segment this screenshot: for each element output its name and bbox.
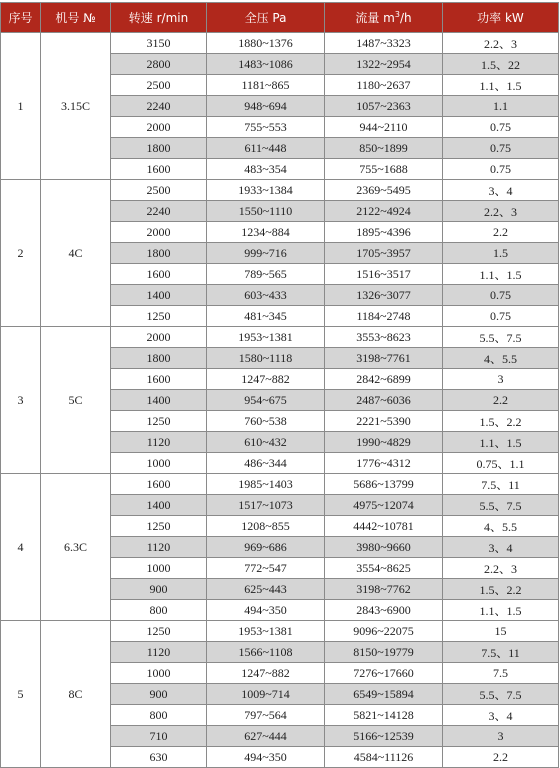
speed-cell: 900 bbox=[111, 684, 207, 705]
flow-cell: 2487~6036 bbox=[325, 390, 443, 411]
pressure-cell: 755~553 bbox=[207, 117, 325, 138]
table-header bbox=[1, 3, 559, 33]
flow-cell: 755~1688 bbox=[325, 159, 443, 180]
flow-cell: 5821~14128 bbox=[325, 705, 443, 726]
pressure-cell: 603~433 bbox=[207, 285, 325, 306]
speed-cell: 900 bbox=[111, 579, 207, 600]
speed-cell: 1250 bbox=[111, 411, 207, 432]
speed-cell: 1250 bbox=[111, 516, 207, 537]
flow-cell: 6549~15894 bbox=[325, 684, 443, 705]
pressure-cell: 1517~1073 bbox=[207, 495, 325, 516]
pressure-cell: 1985~1403 bbox=[207, 474, 325, 495]
pressure-cell: 1009~714 bbox=[207, 684, 325, 705]
flow-cell: 2842~6899 bbox=[325, 369, 443, 390]
pressure-cell: 797~564 bbox=[207, 705, 325, 726]
header-row bbox=[1, 3, 559, 33]
pressure-cell: 760~538 bbox=[207, 411, 325, 432]
power-cell: 0.75 bbox=[443, 285, 559, 306]
flow-cell: 9096~22075 bbox=[325, 621, 443, 642]
power-cell: 1.1、1.5 bbox=[443, 600, 559, 621]
power-cell: 1.1、1.5 bbox=[443, 75, 559, 96]
speed-cell: 1250 bbox=[111, 306, 207, 327]
power-cell: 1.5、22 bbox=[443, 54, 559, 75]
flow-cell: 3198~7762 bbox=[325, 579, 443, 600]
speed-cell: 1800 bbox=[111, 138, 207, 159]
power-cell: 2.2、3 bbox=[443, 33, 559, 54]
pressure-cell: 1234~884 bbox=[207, 222, 325, 243]
speed-cell: 1600 bbox=[111, 159, 207, 180]
pressure-cell: 789~565 bbox=[207, 264, 325, 285]
seq-cell: 5 bbox=[1, 621, 41, 768]
power-cell: 3、4 bbox=[443, 537, 559, 558]
speed-cell: 2240 bbox=[111, 201, 207, 222]
pressure-cell: 1181~865 bbox=[207, 75, 325, 96]
power-cell: 1.1 bbox=[443, 96, 559, 117]
speed-cell: 1120 bbox=[111, 642, 207, 663]
pressure-cell: 481~345 bbox=[207, 306, 325, 327]
speed-cell: 800 bbox=[111, 705, 207, 726]
model-cell: 8C bbox=[41, 621, 111, 768]
flow-cell: 3553~8623 bbox=[325, 327, 443, 348]
pressure-cell: 1483~1086 bbox=[207, 54, 325, 75]
pressure-cell: 969~686 bbox=[207, 537, 325, 558]
pressure-cell: 611~448 bbox=[207, 138, 325, 159]
pressure-cell: 1247~882 bbox=[207, 663, 325, 684]
header-speed: 转速 r/min bbox=[111, 3, 207, 33]
flow-cell: 944~2110 bbox=[325, 117, 443, 138]
flow-cell: 7276~17660 bbox=[325, 663, 443, 684]
model-cell: 5C bbox=[41, 327, 111, 474]
speed-cell: 1800 bbox=[111, 348, 207, 369]
header-flow-suffix: /h bbox=[399, 11, 412, 25]
model-cell: 4C bbox=[41, 180, 111, 327]
flow-cell: 4975~12074 bbox=[325, 495, 443, 516]
speed-cell: 2500 bbox=[111, 75, 207, 96]
power-cell: 1.1、1.5 bbox=[443, 432, 559, 453]
flow-cell: 3980~9660 bbox=[325, 537, 443, 558]
seq-cell: 1 bbox=[1, 33, 41, 180]
speed-cell: 1000 bbox=[111, 453, 207, 474]
power-cell: 5.5、7.5 bbox=[443, 327, 559, 348]
power-cell: 0.75 bbox=[443, 138, 559, 159]
header-seq: 序号 bbox=[1, 3, 41, 33]
power-cell: 0.75 bbox=[443, 159, 559, 180]
speed-cell: 630 bbox=[111, 747, 207, 768]
seq-cell: 3 bbox=[1, 327, 41, 474]
header-flow-prefix: 流量 m bbox=[355, 11, 395, 25]
flow-cell: 8150~19779 bbox=[325, 642, 443, 663]
power-cell: 4、5.5 bbox=[443, 348, 559, 369]
speed-cell: 3150 bbox=[111, 33, 207, 54]
power-cell: 3 bbox=[443, 726, 559, 747]
pressure-cell: 1550~1110 bbox=[207, 201, 325, 222]
pressure-cell: 1580~1118 bbox=[207, 348, 325, 369]
flow-cell: 3554~8625 bbox=[325, 558, 443, 579]
flow-cell: 1990~4829 bbox=[325, 432, 443, 453]
flow-cell: 1180~2637 bbox=[325, 75, 443, 96]
speed-cell: 2000 bbox=[111, 327, 207, 348]
header-power: 功率 kW bbox=[443, 3, 559, 33]
flow-cell: 850~1899 bbox=[325, 138, 443, 159]
power-cell: 7.5、11 bbox=[443, 474, 559, 495]
power-cell: 1.5、2.2 bbox=[443, 579, 559, 600]
header-pressure: 全压 Pa bbox=[207, 3, 325, 33]
speed-cell: 800 bbox=[111, 600, 207, 621]
table-row bbox=[1, 327, 559, 348]
model-cell: 6.3C bbox=[41, 474, 111, 621]
pressure-cell: 772~547 bbox=[207, 558, 325, 579]
power-cell: 7.5 bbox=[443, 663, 559, 684]
header-flow bbox=[325, 3, 443, 33]
flow-cell: 3198~7761 bbox=[325, 348, 443, 369]
power-cell: 2.2、3 bbox=[443, 201, 559, 222]
pressure-cell: 486~344 bbox=[207, 453, 325, 474]
pressure-cell: 1880~1376 bbox=[207, 33, 325, 54]
flow-cell: 1057~2363 bbox=[325, 96, 443, 117]
speed-cell: 1400 bbox=[111, 495, 207, 516]
power-cell: 0.75、1.1 bbox=[443, 453, 559, 474]
pressure-cell: 1953~1381 bbox=[207, 621, 325, 642]
speed-cell: 1600 bbox=[111, 369, 207, 390]
flow-cell: 4442~10781 bbox=[325, 516, 443, 537]
pressure-cell: 627~444 bbox=[207, 726, 325, 747]
flow-cell: 1516~3517 bbox=[325, 264, 443, 285]
model-cell: 3.15C bbox=[41, 33, 111, 180]
flow-cell: 2122~4924 bbox=[325, 201, 443, 222]
speed-cell: 1120 bbox=[111, 537, 207, 558]
speed-cell: 2000 bbox=[111, 117, 207, 138]
power-cell: 3、4 bbox=[443, 180, 559, 201]
speed-cell: 2500 bbox=[111, 180, 207, 201]
pressure-cell: 610~432 bbox=[207, 432, 325, 453]
pressure-cell: 494~350 bbox=[207, 747, 325, 768]
pressure-cell: 483~354 bbox=[207, 159, 325, 180]
pressure-cell: 1953~1381 bbox=[207, 327, 325, 348]
flow-cell: 2369~5495 bbox=[325, 180, 443, 201]
pressure-cell: 1247~882 bbox=[207, 369, 325, 390]
power-cell: 2.2 bbox=[443, 747, 559, 768]
speed-cell: 1800 bbox=[111, 243, 207, 264]
flow-cell: 2221~5390 bbox=[325, 411, 443, 432]
speed-cell: 710 bbox=[111, 726, 207, 747]
power-cell: 3、4 bbox=[443, 705, 559, 726]
pressure-cell: 1566~1108 bbox=[207, 642, 325, 663]
table-body bbox=[1, 33, 559, 768]
pressure-cell: 1933~1384 bbox=[207, 180, 325, 201]
table-row bbox=[1, 474, 559, 495]
power-cell: 4、5.5 bbox=[443, 516, 559, 537]
power-cell: 2.2 bbox=[443, 222, 559, 243]
pressure-cell: 1208~855 bbox=[207, 516, 325, 537]
speed-cell: 1400 bbox=[111, 285, 207, 306]
flow-cell: 1326~3077 bbox=[325, 285, 443, 306]
power-cell: 5.5、7.5 bbox=[443, 684, 559, 705]
power-cell: 1.5 bbox=[443, 243, 559, 264]
table-row bbox=[1, 33, 559, 54]
speed-cell: 2800 bbox=[111, 54, 207, 75]
power-cell: 3 bbox=[443, 369, 559, 390]
speed-cell: 2000 bbox=[111, 222, 207, 243]
pressure-cell: 625~443 bbox=[207, 579, 325, 600]
speed-cell: 1250 bbox=[111, 621, 207, 642]
fan-performance-table bbox=[0, 2, 559, 768]
speed-cell: 1600 bbox=[111, 264, 207, 285]
speed-cell: 1120 bbox=[111, 432, 207, 453]
speed-cell: 2240 bbox=[111, 96, 207, 117]
flow-cell: 1776~4312 bbox=[325, 453, 443, 474]
pressure-cell: 954~675 bbox=[207, 390, 325, 411]
flow-cell: 5686~13799 bbox=[325, 474, 443, 495]
power-cell: 5.5、7.5 bbox=[443, 495, 559, 516]
power-cell: 1.5、2.2 bbox=[443, 411, 559, 432]
flow-cell: 1487~3323 bbox=[325, 33, 443, 54]
power-cell: 0.75 bbox=[443, 306, 559, 327]
header-model: 机号 № bbox=[41, 3, 111, 33]
speed-cell: 1600 bbox=[111, 474, 207, 495]
power-cell: 1.1、1.5 bbox=[443, 264, 559, 285]
speed-cell: 1000 bbox=[111, 663, 207, 684]
power-cell: 0.75 bbox=[443, 117, 559, 138]
seq-cell: 2 bbox=[1, 180, 41, 327]
flow-cell: 1895~4396 bbox=[325, 222, 443, 243]
flow-cell: 1322~2954 bbox=[325, 54, 443, 75]
flow-cell: 1184~2748 bbox=[325, 306, 443, 327]
pressure-cell: 948~694 bbox=[207, 96, 325, 117]
power-cell: 2.2 bbox=[443, 390, 559, 411]
table-row bbox=[1, 180, 559, 201]
flow-cell: 5166~12539 bbox=[325, 726, 443, 747]
flow-cell: 4584~11126 bbox=[325, 747, 443, 768]
flow-cell: 1705~3957 bbox=[325, 243, 443, 264]
speed-cell: 1400 bbox=[111, 390, 207, 411]
table-row bbox=[1, 621, 559, 642]
pressure-cell: 494~350 bbox=[207, 600, 325, 621]
speed-cell: 1000 bbox=[111, 558, 207, 579]
header-flow-sup: 3 bbox=[394, 10, 400, 19]
flow-cell: 2843~6900 bbox=[325, 600, 443, 621]
seq-cell: 4 bbox=[1, 474, 41, 621]
power-cell: 15 bbox=[443, 621, 559, 642]
power-cell: 2.2、3 bbox=[443, 558, 559, 579]
power-cell: 7.5、11 bbox=[443, 642, 559, 663]
pressure-cell: 999~716 bbox=[207, 243, 325, 264]
